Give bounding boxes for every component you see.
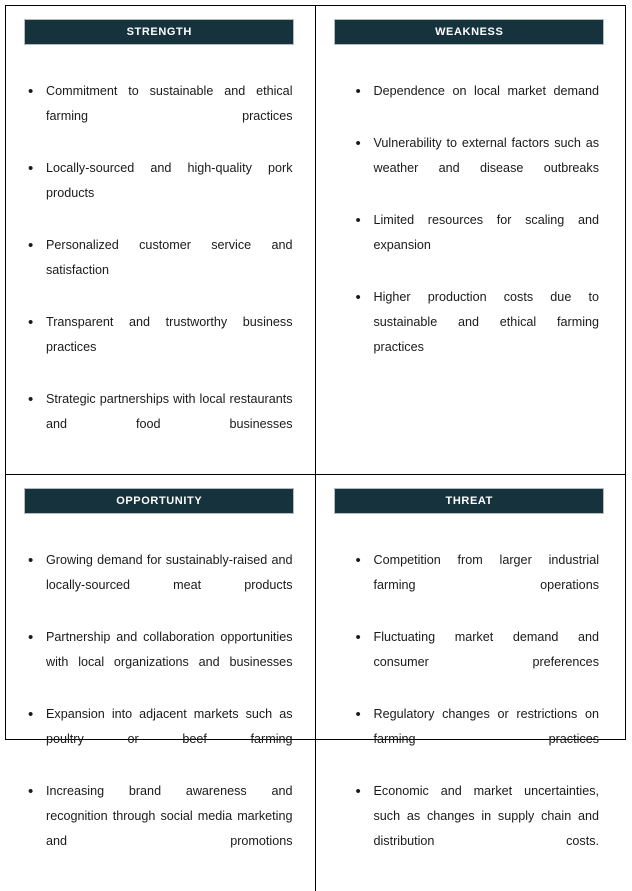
bullet-icon: [28, 779, 33, 804]
bullet-icon: [28, 387, 33, 412]
list-item: [19, 548, 293, 623]
bullet-icon: [356, 779, 361, 804]
swot-matrix: [5, 5, 626, 848]
list-item: [338, 131, 600, 206]
list-item-text: Regulatory changes or restrictions on farming practices: [373, 707, 599, 746]
list-item-text: Locally-sourced and high-quality pork products: [46, 161, 293, 200]
quadrant-header-opportunity: [24, 488, 294, 514]
list-item-text: Expansion into adjacent markets such as poultry or beef farming: [46, 707, 293, 746]
bullet-icon: [356, 625, 361, 650]
list-item: [19, 79, 293, 154]
bullet-icon: [356, 79, 361, 104]
list-item-text: Transparent and trustworthy business practices: [46, 315, 293, 354]
list-item-text: Personalized customer service and satisfaction: [46, 238, 293, 277]
quadrant-title-threat: THREAT: [445, 494, 493, 507]
list-item: [19, 310, 293, 385]
list-item-text: Higher production costs due to sustainable and ethical farming practices: [373, 290, 599, 354]
quadrant-header-threat: [334, 488, 604, 514]
list-item-text: Limited resources for scaling and expansion: [373, 213, 599, 252]
quadrant-title-weakness: WEAKNESS: [435, 25, 504, 38]
quadrant-header-strength: [24, 19, 294, 45]
list-item-text: Growing demand for sustainably-raised and locally-sourced meat products: [46, 553, 293, 592]
quadrant-weakness: [316, 6, 626, 475]
list-item-text: Increasing brand awareness and recognition through social media marketing and promotions: [46, 784, 293, 848]
list-item: [338, 779, 600, 879]
list-item-text: Competition from larger industrial farming operations: [373, 553, 599, 592]
list-item: [338, 548, 600, 623]
list-item: [19, 156, 293, 231]
list-item-text: Economic and market uncertainties, such as changes in supply chain and distribution costs.: [373, 784, 599, 848]
bullet-icon: [356, 285, 361, 310]
list-item: [19, 387, 293, 462]
quadrant-list-threat: [329, 548, 611, 879]
quadrant-strength: [6, 6, 316, 475]
list-item-text: Commitment to sustainable and ethical farming practices: [46, 84, 293, 123]
bullet-icon: [28, 79, 33, 104]
quadrant-threat: [316, 475, 626, 891]
list-item: [19, 233, 293, 308]
quadrant-list-opportunity: [19, 548, 300, 879]
list-item: [19, 702, 293, 777]
bullet-icon: [356, 131, 361, 156]
quadrant-header-weakness: [334, 19, 604, 45]
quadrant-opportunity: [6, 475, 316, 891]
bullet-icon: [28, 233, 33, 258]
list-item: [19, 625, 293, 700]
list-item: [338, 79, 600, 129]
list-item-text: Strategic partnerships with local restaurants and food businesses: [46, 392, 293, 431]
bullet-icon: [28, 156, 33, 181]
quadrant-list-weakness: [329, 79, 611, 385]
bullet-icon: [28, 310, 33, 335]
bullet-icon: [356, 208, 361, 233]
list-item-text: Vulnerability to external factors such as weather and disease outbreaks: [373, 136, 599, 175]
quadrant-list-strength: [19, 79, 300, 462]
list-item-text: Fluctuating market demand and consumer preferences: [373, 630, 599, 669]
bullet-icon: [356, 548, 361, 573]
bullet-icon: [28, 625, 33, 650]
list-item-text: Partnership and collaboration opportunities with local organizations and businesses: [46, 630, 293, 669]
quadrant-title-opportunity: OPPORTUNITY: [116, 494, 203, 507]
list-item: [338, 285, 600, 385]
list-item-text: Dependence on local market demand: [373, 84, 599, 98]
list-item: [338, 625, 600, 700]
bullet-icon: [28, 548, 33, 573]
bullet-icon: [28, 702, 33, 727]
quadrant-title-strength: STRENGTH: [126, 25, 192, 38]
list-item: [19, 779, 293, 879]
bullet-icon: [356, 702, 361, 727]
list-item: [338, 208, 600, 283]
list-item: [338, 702, 600, 777]
